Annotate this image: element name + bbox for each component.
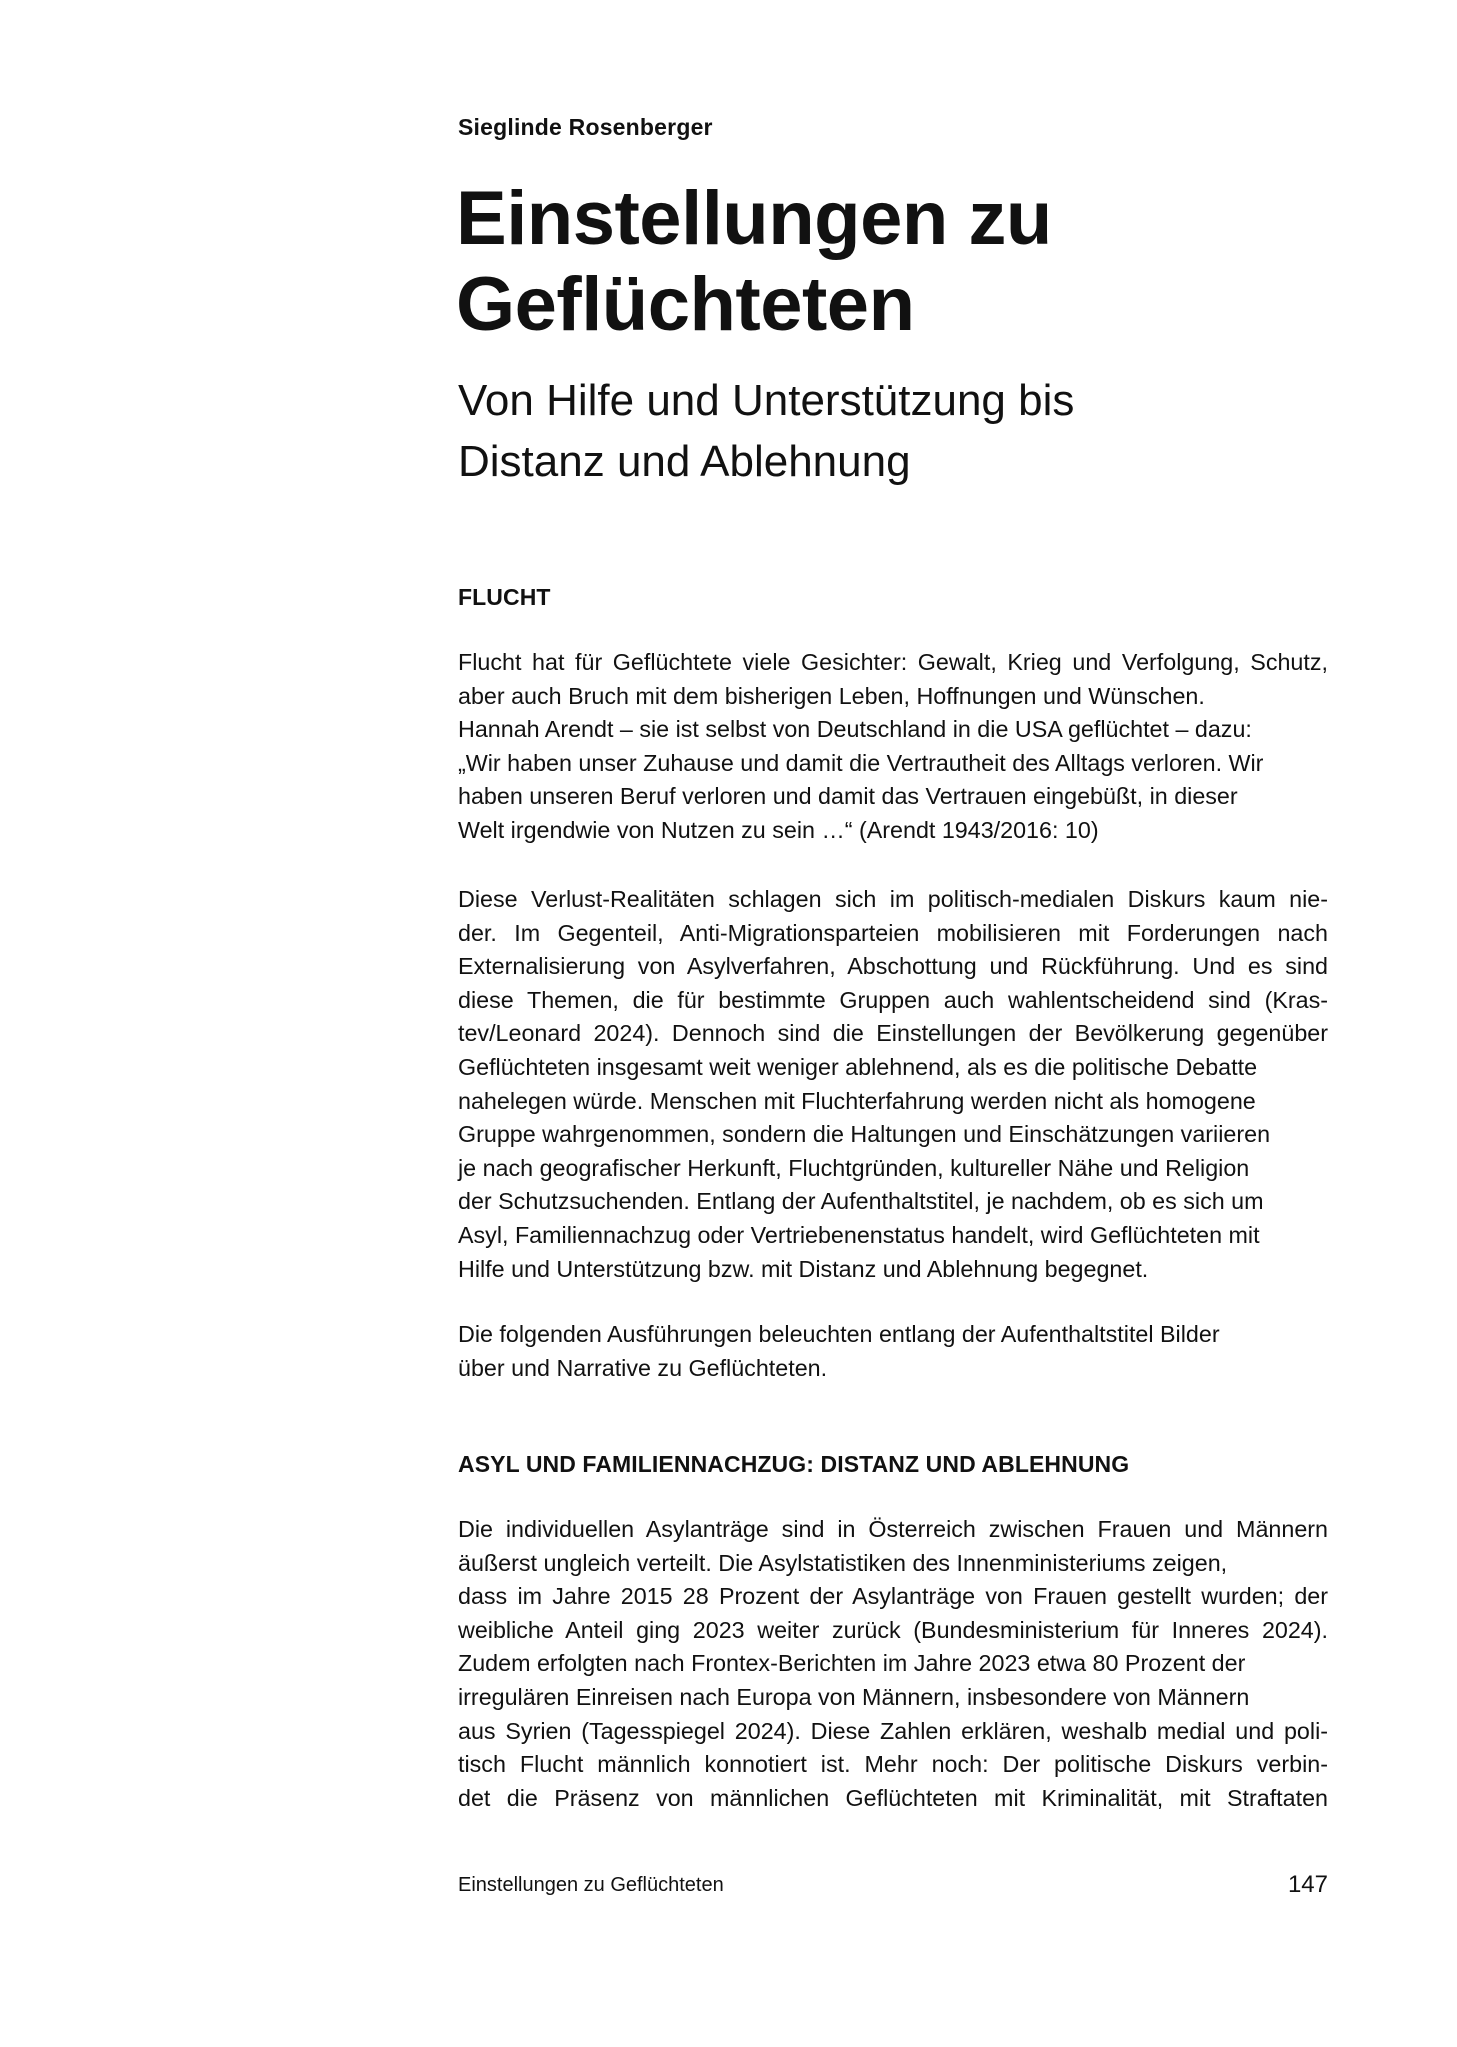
subtitle-line: Von Hilfe und Unterstützung bis: [458, 376, 1075, 425]
text-line: über und Narrative zu Geflüchteten.: [458, 1354, 828, 1381]
text-line: Gruppe wahrgenommen, sondern die Haltungen und Einschätzungen variieren: [458, 1121, 1271, 1148]
article-subtitle: [458, 370, 1358, 492]
text-line: „Wir haben unser Zuhause und damit die Vertrautheit des Alltags verloren. Wir: [458, 749, 1264, 776]
text-line: det die Präsenz von männlichen Geflüchteten mit Kriminalität, mit Straftaten: [458, 1784, 1328, 1811]
text-line: irregulären Einreisen nach Europa von Männern, insbesondere von Männern: [458, 1683, 1250, 1710]
text-line: Geflüchteten insgesamt weit weniger ablehnend, als es die politische Debatte: [458, 1053, 1258, 1080]
text-line: tisch Flucht männlich konnotiert ist. Mehr noch: Der politische Diskurs verbin-: [458, 1751, 1328, 1778]
text-line: nahelegen würde. Menschen mit Fluchterfahrung werden nicht als homogene: [458, 1087, 1256, 1114]
text-line: weibliche Anteil ging 2023 weiter zurück (Bundesministerium für Inneres 2024).: [458, 1616, 1328, 1643]
running-title: Einstellungen zu Geflüchteten: [458, 1874, 724, 1896]
text-line: diese Themen, die für bestimmte Gruppen auch wahlentscheidend sind (Kras-: [458, 986, 1328, 1013]
section-heading: FLUCHT: [458, 584, 551, 610]
text-line: Die folgenden Ausführungen beleuchten entlang der Aufenthaltstitel Bilder: [458, 1321, 1220, 1347]
text-line: aber auch Bruch mit dem bisherigen Leben, Hoffnungen und Wünschen.: [458, 682, 1205, 709]
paragraph: [458, 646, 1328, 848]
text-line: aus Syrien (Tagesspiegel 2024). Diese Zahlen erklären, weshalb medial und poli-: [458, 1717, 1328, 1744]
text-line: Welt irgendwie von Nutzen zu sein …“ (Arendt 1943/2016: 10): [458, 816, 1099, 843]
text-line: Die individuellen Asylanträge sind in Österreich zwischen Frauen und Männern: [458, 1516, 1328, 1542]
text-line: Externalisierung von Asylverfahren, Abschottung und Rückführung. Und es sind: [458, 953, 1328, 980]
text-line: der. Im Gegenteil, Anti-Migrationsparteien mobilisieren mit Forderungen nach: [458, 919, 1328, 946]
text-line: je nach geografischer Herkunft, Fluchtgründen, kultureller Nähe und Religion: [458, 1154, 1250, 1181]
author-name: Sieglinde Rosenberger: [458, 114, 713, 140]
article-title: [456, 176, 1356, 348]
paragraph: [458, 1318, 1328, 1385]
text-line: Diese Verlust-Realitäten schlagen sich im politisch-medialen Diskurs kaum nie-: [458, 886, 1328, 912]
text-line: Hilfe und Unterstützung bzw. mit Distanz und Ablehnung begegnet.: [458, 1255, 1149, 1282]
text-line: Zudem erfolgten nach Frontex-Berichten im Jahre 2023 etwa 80 Prozent der: [458, 1650, 1246, 1677]
text-line: dass im Jahre 2015 28 Prozent der Asylanträge von Frauen gestellt wurden; der: [458, 1583, 1328, 1610]
paragraph: [458, 1513, 1328, 1815]
page-number: 147: [1287, 1871, 1328, 1898]
title-line: Einstellungen zu: [456, 176, 1052, 261]
title-line: Geflüchteten: [456, 262, 915, 347]
text-line: der Schutzsuchenden. Entlang der Aufenthaltstitel, je nachdem, ob es sich um: [458, 1188, 1264, 1215]
text-line: äußerst ungleich verteilt. Die Asylstatistiken des Innenministeriums zeigen,: [458, 1549, 1228, 1576]
text-line: Hannah Arendt – sie ist selbst von Deutschland in die USA geflüchtet – dazu:: [458, 716, 1252, 743]
text-line: haben unseren Beruf verloren und damit das Vertrauen eingebüßt, in dieser: [458, 783, 1238, 810]
text-line: tev/Leonard 2024). Dennoch sind die Einstellungen der Bevölkerung gegenüber: [458, 1020, 1328, 1047]
subtitle-line: Distanz und Ablehnung: [458, 437, 911, 486]
text-line: Asyl, Familiennachzug oder Vertriebenenstatus handelt, wird Geflüchteten mit: [458, 1221, 1260, 1248]
paragraph: [458, 883, 1328, 1286]
section-heading: ASYL UND FAMILIENNACHZUG: DISTANZ UND ABLEHNUNG: [458, 1451, 1130, 1477]
text-line: Flucht hat für Geflüchtete viele Gesichter: Gewalt, Krieg und Verfolgung, Schutz,: [458, 649, 1328, 675]
